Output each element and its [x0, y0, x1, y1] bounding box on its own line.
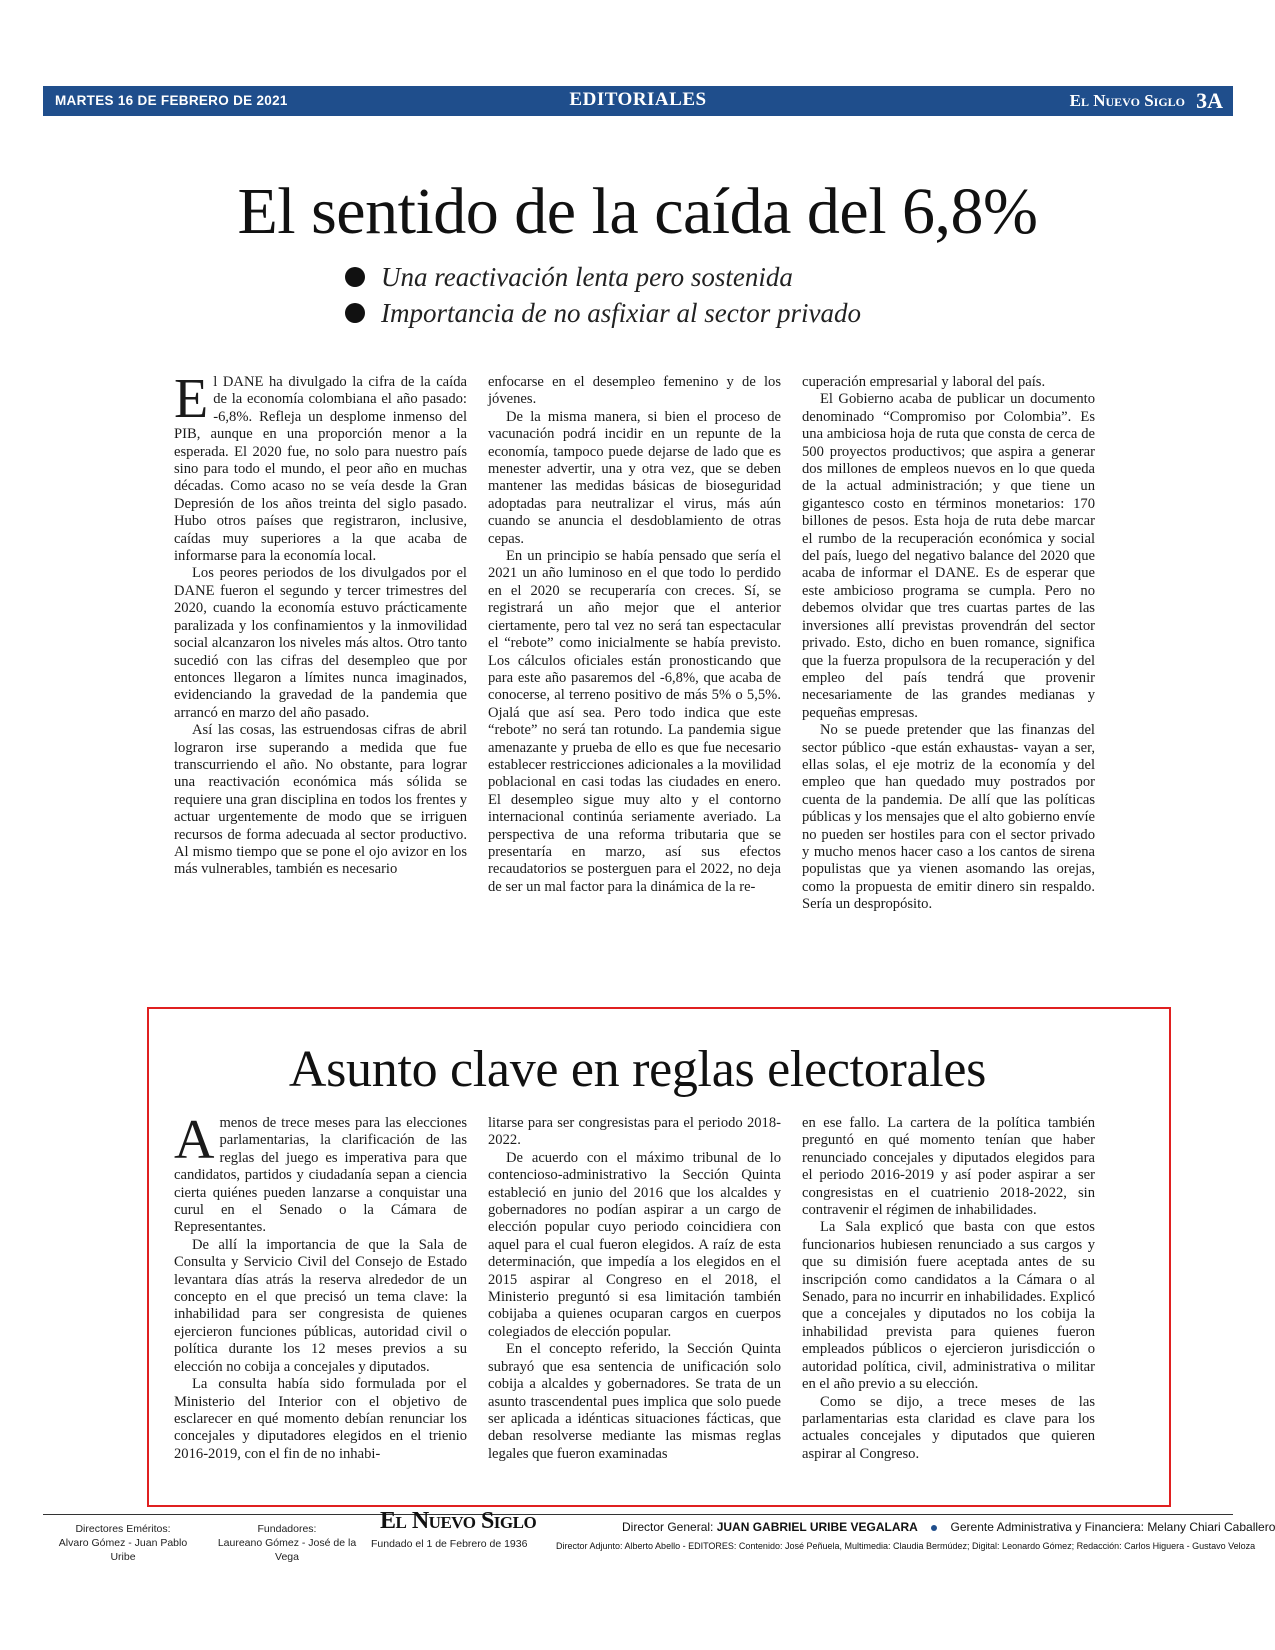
paragraph: l DANE ha divulgado la cifra de la caída de la economía colombiana el año pasado: -6,8%. Refleja un desplome inmenso del PIB, aunque en una proporción menor a la esperada. El 2020 fue, no solo para nuestro país sino para todo el mundo, el peor año en muchas décadas. Como acaso no se veía desde la Gran Depresión de los años treinta del siglo pasado. Hubo otros países que registraron, inclusive, caídas muy superiores a la que acaba de informarse para la economía local. [174, 374, 467, 565]
editorial1-bullets [345, 259, 861, 331]
paragraph: En el concepto referido, la Sección Quinta subrayó que esa sentencia de unificación solo cobija a alcaldes y gobernadores. Se trata de un asunto trascendental pues implica que solo puede ser aplicada a idénticas situaciones fácticas, que deban resolverse mediante las mismas reglas legales que fueron examinadas [488, 1341, 781, 1462]
gerente-name: Melany Chiari Caballero [1147, 1520, 1275, 1534]
bullet-item [345, 259, 861, 295]
paragraph: De allí la importancia de que la Sala de Consulta y Servicio Civil del Consejo de Estado levantara días atrás la reserva alrededor de un concepto en el que precisó un tema clave: la inhabilidad para ser congresista de quienes ejercieron funciones públicas, autoridad civil o política durante los 12 meses previos a su elección no cobija a concejales y diputados. [174, 1236, 467, 1375]
emeritos-names: Alvaro Gómez - Juan Pablo Uribe [58, 1537, 188, 1563]
paragraph: El Gobierno acaba de publicar un documento denominado “Compromiso por Colombia”. Es una ambiciosa hoja de ruta que consta de cerca de 500 proyectos productivos; que aspira a generar dos millones de empleos nuevos en lo que queda de la actual administración; y que tiene un gigantesco costo en términos monetarios: 170 billones de pesos. Esta hoja de ruta debe marcar el rumbo de la recuperación económica y social del país, luego del negativo balance del 2020 que acaba de informar el DANE. Es de esperar que este ambicioso programa se cumpla. Pero no debemos olvidar que tres cuartas partes de las inversiones allí previstas provendrán del sector privado. Esto, dicho en buen romance, significa que la fuerza propulsora de la recuperación y del empleo del país tendrá que provenir necesariamente de las grandes medianas y pequeñas empresas. [802, 391, 1095, 721]
editorial1-title: El sentido de la caída del 6,8% [237, 175, 1038, 248]
footer-logo: El Nuevo Siglo [380, 1508, 537, 1534]
paragraph: menos de trece meses para las elecciones parlamentarias, la clarificación de las reglas del juego es imperativa para que candidatos, partidos y ciudadanía sepan a ciencia cierta quiénes pueden lanzarse a conquistar una curul en el Senado o la Cámara de Representantes. [174, 1115, 467, 1236]
paragraph: Así las cosas, las estruendosas cifras de abril lograron irse superando a medida que fue transcurriendo el año. No obstante, para lograr una reactivación económica más sólida se requiere una gran disciplina en todos los frentes y actuar urgentemente de modo que se irriguen recursos de forma adecuada al sector productivo. Al mismo tiempo que se pone el ojo avizor en los más vulnerables, también es necesario [174, 722, 467, 878]
paragraph: enfocarse en el desempleo femenino y de los jóvenes. [488, 374, 781, 408]
dropcap: A [174, 1109, 215, 1171]
fundadores-label: Fundadores: [257, 1523, 317, 1535]
header-page-number: 3A [1196, 88, 1223, 113]
footer-fundadores [212, 1522, 362, 1564]
editorial1-column-2 [488, 374, 781, 999]
header-brand: El Nuevo Siglo [1069, 91, 1185, 110]
bullet-dot-icon [345, 267, 365, 287]
header-date: MARTES 16 DE FEBRERO DE 2021 [55, 93, 288, 108]
footer-editors-line: Director Adjunto: Alberto Abello - EDITORES: Contenido: José Peñuela, Multimedia: Claudia Bermúdez; Digital: Leonardo Gómez; Redacción: Carlos Higuera - Gustavo Veloza [556, 1541, 1256, 1551]
fundadores-names: Laureano Gómez - José de la Vega [217, 1537, 357, 1563]
bullet-text: Una reactivación lenta pero sostenida [381, 261, 793, 292]
gerente-label: Gerente Administrativa y Financiera: [950, 1520, 1144, 1534]
director-label: Director General: [622, 1520, 714, 1534]
paragraph: La Sala explicó que basta con que estos funcionarios hubiesen renunciado a sus cargos y que su dimisión fuere aceptada antes de su inscripción como candidatos a la Cámara o al Senado, para no incurrir en inhabilidades. Explicó que a concejales y diputados no los cobija la inhabilidad prevista para quienes fueron empleados públicos o ejercieron jurisdicción o autoridad política, civil, administrativa o militar en el año previo a su elección. [802, 1219, 1095, 1393]
director-name: JUAN GABRIEL URIBE VEGALARA [716, 1520, 918, 1534]
separator-dot-icon [931, 1525, 937, 1531]
footer-staff-line [622, 1520, 1275, 1534]
editorial1-column-3 [802, 374, 1095, 999]
paragraph: Los peores periodos de los divulgados por el DANE fueron el segundo y tercer trimestres del 2020, cuando la economía estuvo prácticamente paralizada y los confinamientos y la inmovilidad social alcanzaron los niveles más altos. Otro tanto sucedió con las cifras del desempleo que por entonces llegaron a límites nunca imaginados, evidenciando la gravedad de la pandemia que arrancó en marzo del año pasado. [174, 565, 467, 721]
paragraph: La consulta había sido formulada por el Ministerio del Interior con el objetivo de esclarecer en qué momento debían renunciar los concejales y diputadores elegidos en el trienio 2016-2019, con el fin de no inhabi- [174, 1376, 467, 1462]
footer-emeritos [48, 1522, 198, 1564]
header-bar [43, 86, 1233, 116]
paragraph: En un principio se había pensado que sería el 2021 un año luminoso en el que todo lo perdido en el 2020 se recuperaría con creces. Sí, se registrará un año mejor que el anterior ciertamente, pero tal vez no será tan espectacular el “rebote” como inicialmente se había previsto. Los cálculos oficiales están pronosticando que para este año pasaremos del -6,8%, que acaba de conocerse, al terreno positivo de más 5% o 5,5%. Ojalá que así sea. Pero todo indica que este “rebote” no será tan rotundo. La pandemia sigue amenazante y prueba de ello es que fue necesario establecer restricciones adicionales a la movilidad poblacional en casi todas las ciudades en enero. El desempleo sigue muy alto y el contorno internacional continúa seriamente averiado. La perspectiva de una reforma tributaria que se presentaría en marzo, así sus efectos recaudatorios se posterguen para el 2022, no deja de ser un mal factor para la dinámica de la re- [488, 548, 781, 895]
paragraph: en ese fallo. La cartera de la política también preguntó en qué momento tenían que haber renunciado concejales y diputados elegidos para el periodo 2016-2019 y así poder aspirar a ser congresistas en el cuatrienio 2018-2022, sin contravenir el régimen de inhabilidades. [802, 1115, 1095, 1219]
emeritos-label: Directores Eméritos: [75, 1523, 171, 1535]
editorial1-column-1 [174, 368, 467, 999]
bullet-dot-icon [345, 303, 365, 323]
editorial2-column-2 [488, 1115, 781, 1480]
paragraph: De la misma manera, si bien el proceso de vacunación podrá incidir en un repunte de la economía, tampoco puede dejarse de lado que es menester advertir, una y otra vez, que se deben mantener las medidas básicas de bioseguridad adoptadas para neutralizar el virus, más aún cuando se anuncia el desdoblamiento de otras cepas. [488, 408, 781, 547]
paragraph: No se puede pretender que las finanzas del sector público -que están exhaustas- vayan a ser, ellas solas, el eje motriz de la economía y del empleo que han quedado muy postrados por cuenta de la pandemia. De allí que las políticas públicas y los mensajes que el alto gobierno envíe no pueden ser hostiles para con el sector privado y mucho menos hacer caso a los cantos de sirena populistas que ya vienen asomando las orejas, como la propuesta de emitir dinero sin respaldo. Sería un despropósito. [802, 722, 1095, 913]
editorial2-title: Asunto clave en reglas electorales [288, 1041, 987, 1098]
bullet-item [345, 295, 861, 331]
editorial2-column-1 [174, 1109, 467, 1480]
dropcap: E [174, 368, 209, 430]
paragraph: De acuerdo con el máximo tribunal de lo contencioso-administrativo la Sección Quinta estableció en junio del 2016 que los alcaldes y gobernadores no podían aspirar a un cargo de elección popular cuyo periodo coincidiera con aquel para el cual fueron elegidos. A raíz de esta determinación, que impedía a los elegidos en el 2015 aspirar al Congreso en el 2018, el Ministerio preguntó si esa limitación también cobijaba a quienes ocuparan cargos en cuerpos colegiados de elección popular. [488, 1149, 781, 1340]
paragraph: litarse para ser congresistas para el periodo 2018-2022. [488, 1115, 781, 1149]
footer-divider [43, 1514, 1233, 1515]
paragraph: Como se dijo, a trece meses de las parlamentarias esta claridad es clave para los actuales concejales y diputados que quieren aspirar al Congreso. [802, 1393, 1095, 1462]
header-section: EDITORIALES [569, 89, 707, 110]
bullet-text: Importancia de no asfixiar al sector privado [381, 297, 861, 328]
paragraph: cuperación empresarial y laboral del país. [802, 374, 1046, 390]
editorial2-column-3 [802, 1115, 1095, 1480]
footer-founded: Fundado el 1 de Febrero de 1936 [371, 1538, 528, 1550]
